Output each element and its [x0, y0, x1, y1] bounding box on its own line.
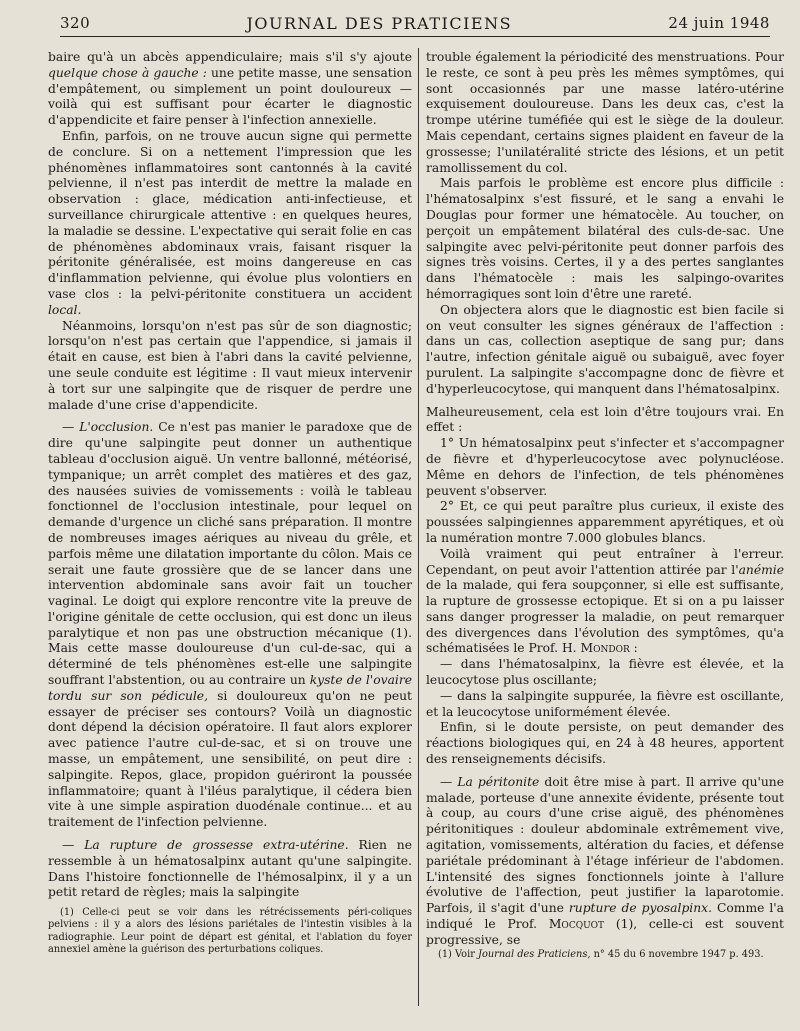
column-divider: [418, 48, 419, 1006]
page-number: 320: [60, 14, 91, 32]
list-item: — dans la salpingite suppurée, la fièvre est oscillante, et la leucocytose uniformément élevée.: [426, 688, 784, 719]
paragraph: Mais parfois le problème est encore plus difficile : l'hématosalpinx s'est fissuré, et le sang a envahi le Douglas pour former une hématocèle. Au toucher, on perçoit un empâtement bilatéral des culs-de-sac. Une salpingite avec pelvi-péritonite peut donner parfois des signes très voisins. Certes, il y a des pertes sanglantes dans l'hématocèle : mais les salpingo-ovarites hémorragiques sont loin d'être une rareté.: [426, 176, 784, 301]
section-rupture: — La rupture de grossesse extra-utérine. Rien ne ressemble à un hématosalpinx autant qu'une salpingite. Dans l'histoire fonctionnelle de l'hémosalpinx, il y a un petit retard de règles; mais la salpingite: [48, 838, 412, 900]
paragraph: Malheureusement, cela est loin d'être toujours vrai. En effet :: [426, 404, 784, 435]
footnote: (1) Voir Journal des Praticiens, n° 45 du 6 novembre 1947 p. 493.: [438, 948, 764, 960]
paragraph: Enfin, parfois, on ne trouve aucun signe qui permette de conclure. Si on a nettement l'impression que les phénomènes inflammatoires sont cantonnés à la cavité pelvienne, il n'est pas interdit de mettre la malade en observation : glace, médication anti-infectieuse, et surveillance chirurgicale attentive : en quelques heures, la maladie se dessine. L'expectative qui serait folie en cas de phénomènes abdominaux vrais, faisant risquer la péritonite généralisée, est moins dangereuse en cas d'inflammation pelvienne, qui évolue plus volontiers en vase clos : la pelvi-péritonite constituera un accident local.: [48, 128, 412, 317]
paragraph: Voilà vraiment qui peut entraîner à l'erreur. Cependant, on peut avoir l'attention attirée par l'anémie de la malade, qui fera soupçonner, si elle est suffisante, la rupture de grossesse ectopique. Et si on a pu laisser sans danger progresser la maladie, on peut remarquer des divergences dans l'évolution des symptômes, qu'a schématisées le Prof. H. Mondor :: [426, 546, 784, 656]
section-occlusion: — L'occlusion. Ce n'est pas manier le paradoxe que de dire qu'une salpingite peut donner un authentique tableau d'occlusion aiguë. Un ventre ballonné, météorisé, tympanique; un arrêt complet des matières et des gaz, des nausées suivies de vomissements : voilà le tableau fonctionnel de l'occlusion intestinale, pour lequel on demande d'urgence un cliché sans préparation. Il montre de nombreuses images aériques au niveau du grêle, et parfois même une dilatation importante du côlon. Mais ce serait une faute grossière que de se lancer dans une intervention abdominale sans avoir fait un toucher vaginal. Le doigt qui explore rencontre vite la preuve de l'origine génitale de cette occlusion, qui est donc un ileus paralytique et non pas une obstruction mécanique (1). Mais cette masse douloureuse d'un cul-de-sac, qui a déterminé de tels phénomènes est-elle une salpingite souffrant l'abstention, ou au contraire un kyste de l'ovaire tordu sur son pédicule, si douloureux qu'on ne peut essayer de préciser ses contours? Voilà un diagnostic dont dépend la décision opératoire. Il faut alors explorer avec patience l'autre cul-de-sac, et si on trouve une masse, un empâtement, une sensibilité, on peut dire : salpingite. Repos, glace, propidon guériront la poussée inflammatoire; quant à l'iléus paralytique, il cédera bien vite à une simple aspiration duodénale continue... et au traitement de l'infection pelvienne.: [48, 420, 412, 830]
footnote: (1) Celle-ci peut se voir dans les rétrécissements péri-coliques pelviens : il y a alors des lésions pariétales de l'intestin visibles à la radiographie. Leur point de départ est génital, et l'ablation du foyer annexiel amène la guérison des perturbations coliques.: [48, 907, 412, 955]
list-item: 2° Et, ce qui peut paraître plus curieux, il existe des poussées salpingiennes apparemment apyrétiques, et où la numération montre 7.000 globules blancs.: [426, 499, 784, 545]
paragraph: baire qu'à un abcès appendiculaire; mais s'il s'y ajoute quelque chose à gauche : une petite masse, une sensation d'empâtement, ou simplement un point douloureux — voilà qui est suffisant pour écarter le diagnostic d'appendicite et faire penser à l'infection annexielle.: [48, 50, 412, 128]
paragraph: Enfin, si le doute persiste, on peut demander des réactions biologiques qui, en 24 à 48 heures, apportent des renseignements décisifs.: [426, 720, 784, 767]
left-column: [48, 50, 412, 991]
issue-date: 24 juin 1948: [668, 14, 770, 32]
paragraph: Néanmoins, lorsqu'on n'est pas sûr de son diagnostic; lorsqu'on n'est pas certain que l'appendice, si jamais il était en cause, est bien à l'abri dans la cavité pelvienne, une seule conduite est légitime : Il vaut mieux intervenir à tort sur une salpingite que de risquer de perdre une malade d'une crise d'appendicite.: [48, 318, 412, 412]
right-column: [426, 50, 784, 991]
paragraph: On objectera alors que le diagnostic est bien facile si on veut consulter les signes généraux de l'affection : dans un cas, collection aseptique de sang pur; dans l'autre, infection génitale aiguë ou subaiguë, avec foyer purulent. La salpingite s'accompagne donc de fièvre et d'hyperleucocytose, qui manquent dans l'hématosalpinx.: [426, 302, 784, 396]
paragraph: trouble également la périodicité des menstruations. Pour le reste, ce sont à peu près les mêmes symptômes, qui sont occasionnés par une masse latéro-utérine exquisement douloureuse. Dans les deux cas, c'est la trompe utérine tuméfiée qui est le siège de la douleur. Mais cependant, certains signes plaident en faveur de la grossesse; l'unilatéralité stricte des lésions, et un petit ramollissement du col.: [426, 50, 784, 175]
journal-title: JOURNAL DES PRATICIENS: [246, 13, 513, 33]
list-item: — dans l'hématosalpinx, la fièvre est élevée, et la leucocytose plus oscillante;: [426, 657, 784, 688]
list-item: 1° Un hématosalpinx peut s'infecter et s'accompagner de fièvre et d'hyperleucocytose avec polynucléose. Même en dehors de l'infection, de tels phénomènes peuvent s'observer.: [426, 436, 784, 498]
running-header: [60, 10, 770, 37]
section-peritonite: — La péritonite doit être mise à part. Il arrive qu'une malade, porteuse d'une annexite évidente, présente tout à coup, au cours d'une crise aiguë, des phénomènes péritonitiques : douleur abdominale extrêmement vive, agitation, vomissements, altération du facies, et défense pariétale prédominant à l'étage inférieur de l'abdomen. L'intensité des signes fonctionnels jointe à l'allure évolutive de l'affection, peut justifier la laparotomie. Parfois, il s'agit d'une rupture de pyosalpinx. Comme l'a indiqué le Prof. Mocquot (1), celle-ci est souvent progressive, se: [426, 774, 784, 947]
